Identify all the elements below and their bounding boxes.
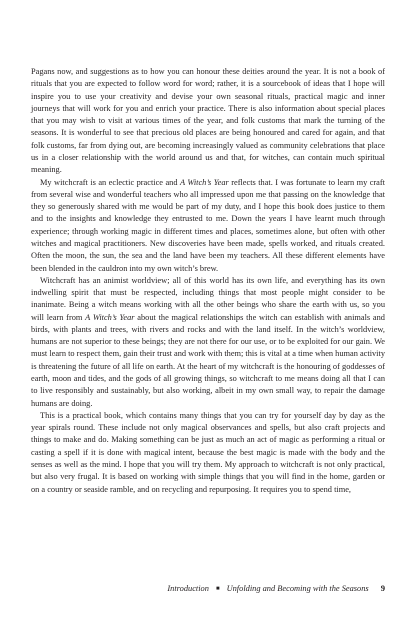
paragraph-text: This is a practical book, which contains many things that you can try for yourself day by day as the year spirals round. These include not only magical observances and spells, but also craft projects and things to make and do. Making something can be just as much an act of magic as performing a ritual or casting a spell if it is done with magical intent, because the best magic is made with the body and the senses as well as the mind. I hope that you will try them. My approach to witchcraft is not only practical, but also very frugal. It is based on working with simple things that you will find in the home, garden or on a country or seaside ramble, and on recycling and repurposing. It requires you to spend time, [31,410,385,494]
running-footer [0,583,385,595]
footer-section: Introduction [167,584,209,593]
paragraph-text: Pagans now, and suggestions as to how you can honour these deities around the year. It is not a book of rituals that you are expected to follow word for word; rather, it is a sourcebook of ideas that I hope will inspire you to use your creativity and devise your own seasonal rituals, practical magic and inner journeys that will work for you and enrich your practice. There is also information about special places that you may wish to visit at various times of the year, and folk customs that mark the turning of the seasons. It is wonderful to see that precious old places are being honoured and cared for again, and that folk customs, far from dying out, are becoming increasingly valued as community celebrations that place us in a closer relationship with the world around us and that, for witches, can contain much spiritual meaning. [31,67,385,175]
book-title-italic: A Witch’s Year [179,177,229,187]
page-number: 9 [380,583,385,593]
paragraph [31,275,385,410]
paragraph-text: about the magical relationships the witch can establish with animals and birds, with plants and trees, with rivers and rocks and with the land itself. In the witch’s worldview, humans are not superior to these beings; they are not there for our use, or to be exploited for our gain. We must learn to respect them, gain their trust and work with them; this is vital at a time when human activity is threatening the future of all life on earth. At the heart of my witchcraft is the honouring of goddesses of earth, moon and tides, and the gods of all growing things, so witchcraft to me means doing all that I can to live responsibly and sustainably, but also working, albeit in my own small way, to repair the damage humans are doing. [31,312,385,408]
paragraph [31,66,385,177]
paragraph-text: Witchcraft has an animist worldview; all of this world has its own life, and everything has its own indwelling spirit that must be respected, including things that most people might consider to be inanimate. Being a witch means working with all the other beings who share the earth with us, so you will learn from [31,275,385,322]
paragraph [31,177,385,275]
footer-chapter-title: Unfolding and Becoming with the Seasons [226,584,369,593]
footer-separator-icon: ■ [215,586,220,592]
paragraph-text: My witchcraft is an eclectic practice and [40,177,180,187]
body-text [31,66,385,496]
paragraph [31,410,385,496]
paragraph-text: reflects that. I was fortunate to learn my craft from several wise and wonderful teachers who all impressed upon me that passing on the knowledge that they so generously shared with me would be part of my duty, and I hope this book does justice to them and to the insights and knowledge they entrusted to me. Down the years I have learnt much through experience; through working magic in different times and places, sometimes alone, but often with other witches and magical practitioners. New discoveries have been made, spells worked, and rituals created. Often the moon, the sun, the sea and the land have been my teachers. All these different elements have been blended in the cauldron into my own witch’s brew. [31,177,385,273]
book-title-italic: A Witch’s Year [85,312,135,322]
